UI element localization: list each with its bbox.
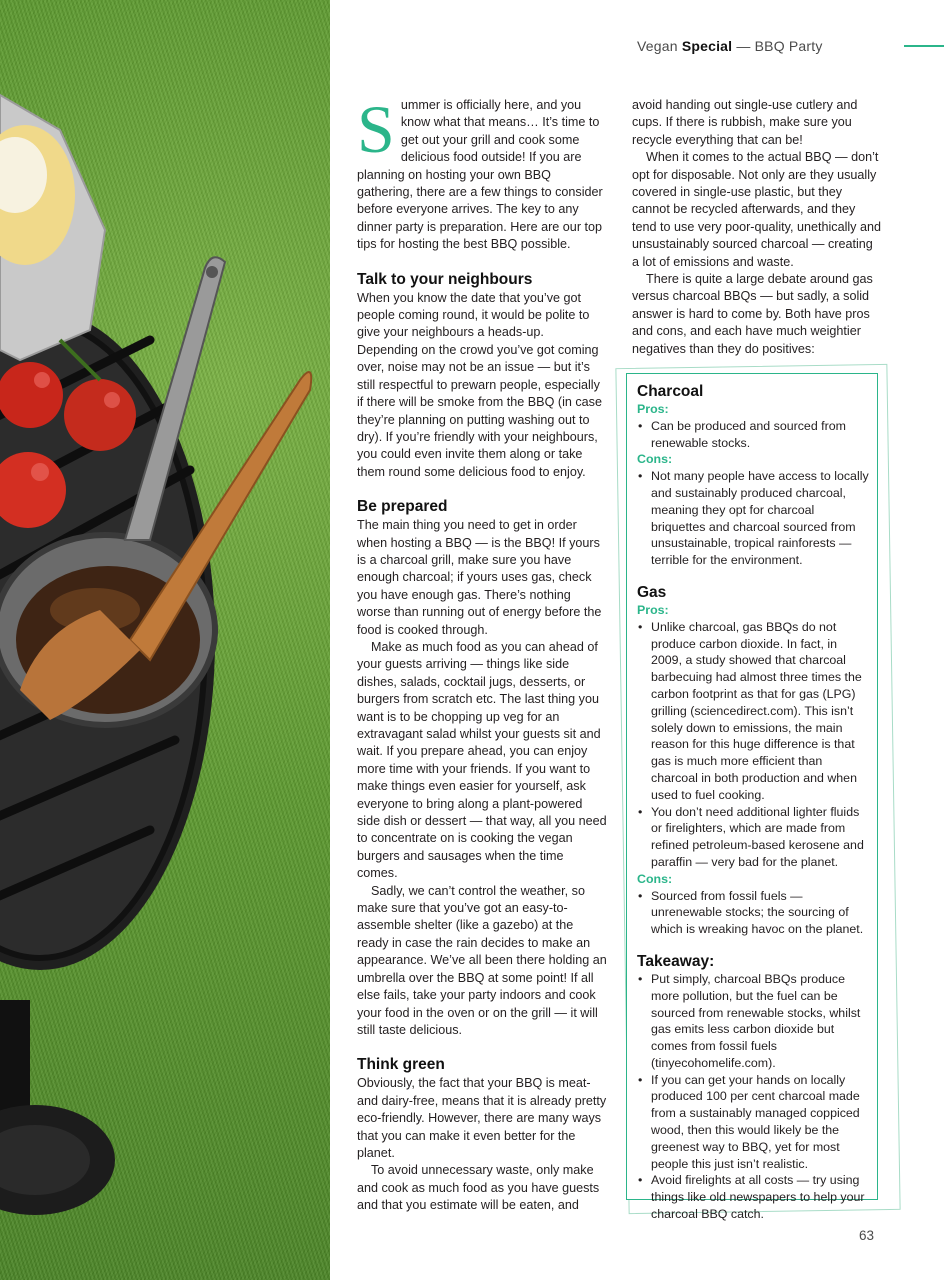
bbq-photo [0,0,330,1280]
list-item: • Not many people have access to locally and sustainably produced charcoal, meaning they opt for charcoal briquettes and charcoal sourced from unsustainable, tropical rainforests — terrible for the environment. [637,468,869,569]
section-heading: Be prepared [357,498,448,516]
sidebar-heading-takeaway: Takeaway: [637,952,715,970]
list-item: • Put simply, charcoal BBQs produce more pollution, but the fuel can be sourced from renewable stocks, whilst gas emits less carbon dioxide but comes from fossil fuels (tinyecohomelife.com). [637,971,869,1072]
pros-label: Pros: [637,602,669,617]
body-paragraph: There is quite a large debate around gas versus charcoal BBQs — but sadly, a solid answer is hard to come by. Both have pros and cons, and each have much weightier negatives than they do positives: [632,272,873,356]
article-column-2 [632,97,882,358]
body-paragraph: When you know the date that you’ve got people coming round, it would be polite to give your neighbours a heads-up. Depending on the crowd you’ve got coming over, noise may not be an issue — but it’s still respectful to prewarn people, especially if there will be smoke from the BBQ (in case they’re planning on putting washing out to dry). If you’re friendly with your neighbours, you could even invite them along or take them round some delicious food to enjoy. [357,290,602,479]
gas-cons-list [637,888,869,938]
list-item: • You don’t need additional lighter fluids or firelighters, which are made from refined petroleum-based kerosene and paraffin — very bad for the planet. [637,804,869,871]
section-heading: Think green [357,1056,445,1074]
list-item: • Can be produced and sourced from renewable stocks. [637,418,869,452]
header-prefix: Vegan [637,38,678,54]
list-item: • Sourced from fossil fuels — unrenewable stocks; the sourcing of which is wreaking havoc on the planet. [637,888,869,938]
list-item: • Avoid firelights at all costs — try using things like old newspapers to help your charcoal BBQ catch. [637,1172,869,1222]
charcoal-cons-list [637,468,869,569]
bbq-illustration [0,0,330,1280]
charcoal-pros-list [637,418,869,452]
body-paragraph: When it comes to the actual BBQ — don’t opt for disposable. Not only are they usually covered in single-use plastic, but they cannot be recycled afterwards, and they tend to use very poor-quality, unethically and unsustainably sourced charcoal — creating a lot of emissions and waste. [632,150,881,269]
header-rule [904,45,944,47]
gas-pros-list [637,619,869,871]
article-column-1 [357,91,607,1215]
cons-label: Cons: [637,452,673,467]
intro-paragraph [357,91,607,254]
header-bold: Special [681,38,733,54]
body-paragraph: avoid handing out single-use cutlery and cups. If there is rubbish, make sure you recycle everything that can be! [632,98,858,147]
takeaway-list [637,971,869,1223]
body-paragraph: Make as much food as you can ahead of your guests arriving — things like side dishes, salads, cocktail jugs, desserts, or burgers from scratch etc. The last thing you want is to be chopping up veg for an extravagant salad whilst your guests sit and wait. If you prepare ahead, you can enjoy more time with your friends. If you want to make things even easier for yourself, ask everyone to bring along a plant-powered side dish or dessert — that way, all you need to concentrate on is cooking the vegan burgers and sausages when the time comes. [357,639,607,881]
list-item: • If you can get your hands on locally produced 100 per cent charcoal made from a sustainably managed coppiced wood, then this would likely be the greenest way to BBQ, yet for most people this just isn’t realistic. [637,1072,869,1173]
sidebar-heading-gas: Gas [637,583,667,601]
pros-label: Pros: [637,402,669,416]
body-paragraph: To avoid unnecessary waste, only make and cook as much food as you have guests and that you estimate will be eaten, and [357,1163,600,1213]
section-heading: Talk to your neighbours [357,270,533,288]
tomato [0,362,63,428]
grill-leg [0,1000,30,1120]
cons-label: Cons: [637,871,673,886]
intro-text: ummer is officially here, and you know what that means… It’s time to get out your grill and cook some delicious food outside! If you are planning on hosting your own BBQ gathering, there are a few things to consider before everyone arrives. The key to any dinner party is preparation. Here are our top tips for hosting the best BBQ possible. [357,98,603,252]
page-number: 63 [859,1228,875,1243]
running-header [637,38,823,54]
body-paragraph: The main thing you need to get in order when hosting a BBQ — is the BBQ! If yours is a charcoal grill, make sure you have enough charcoal; if yours uses gas, check you have enough gas. There’s nothing worse than running out of energy before the food is cooked through. [357,518,602,637]
header-suffix: — BBQ Party [736,38,823,54]
tomato [64,379,136,451]
sidebar-heading-charcoal: Charcoal [637,383,704,400]
drop-cap: S [357,91,395,167]
comparison-sidebar [626,373,878,1222]
body-paragraph: Obviously, the fact that your BBQ is meat- and dairy-free, means that it is already pretty eco-friendly. However, there are many ways that you can make it even better for the planet. [357,1076,607,1160]
list-item: • Unlike charcoal, gas BBQs do not produce carbon dioxide. In fact, in 2009, a study showed that charcoal barbecuing had almost three times the carbon footprint as that for gas (LPG) grilling (sciencedirect.com). This isn’t solely down to emissions, the main reason for this huge difference is that gas is much more efficient than charcoal in both production and when used to fuel cooking. [637,619,869,804]
body-paragraph: Sadly, we can’t control the weather, so make sure that you’ve got an easy-to-assemble shelter (like a gazebo) at the ready in case the rain decides to make an appearance. We’ve all been there holding an umbrella over the BBQ at some point! If all else fails, take your party indoors and cook your food in the oven or on the grill — it will still taste delicious. [357,883,607,1037]
